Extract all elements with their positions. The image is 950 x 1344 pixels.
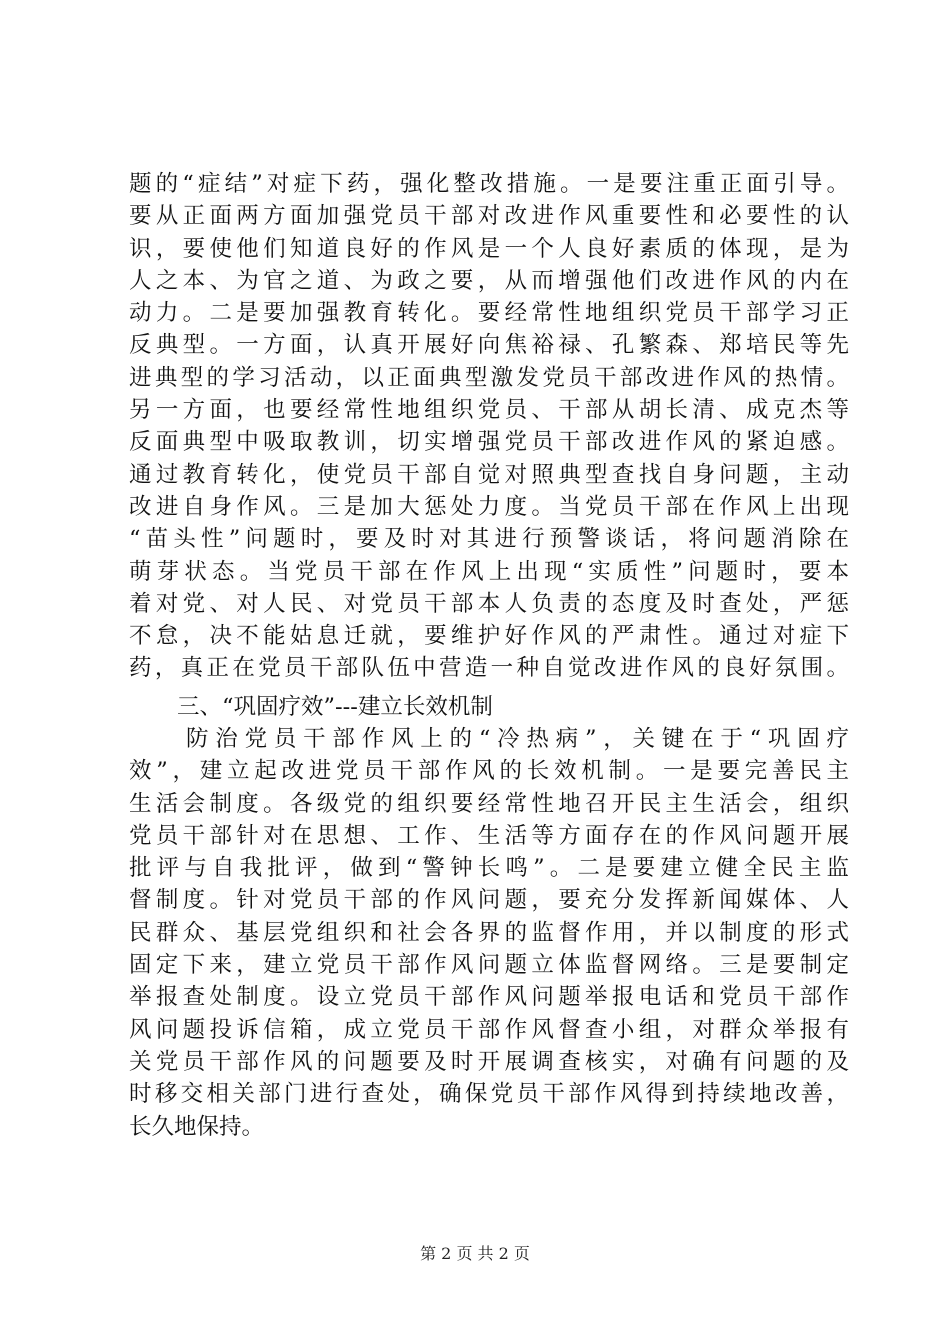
page-number-label: 第 2 页 共 2 页: [420, 1244, 530, 1263]
paragraph-1: [129, 168, 849, 685]
paragraph-line: 民群众、基层党组织和社会各界的监督作用，并以制度的形式: [129, 919, 849, 946]
paragraph-line: 着对党、对人民、对党员干部本人负责的态度及时查处，严惩: [129, 590, 849, 617]
page-footer: [0, 1244, 950, 1264]
paragraph-line: 时移交相关部门进行查处，确保党员干部作风得到持续地改善，: [129, 1081, 849, 1108]
paragraph-line: 另一方面，也要经常性地组织党员、干部从胡长清、成克杰等: [129, 397, 849, 424]
paragraph-line: 要从正面两方面加强党员干部对改进作风重要性和必要性的认: [129, 203, 849, 230]
section-heading: [129, 691, 849, 723]
section-heading-text: 三、“巩固疗效”---建立长效机制: [177, 694, 493, 720]
paragraph-line: 通过教育转化，使党员干部自觉对照典型查找自身问题，主动: [129, 461, 849, 488]
paragraph-line: 长久地保持。: [129, 1113, 265, 1140]
paragraph-line: 举报查处制度。设立党员干部作风问题举报电话和党员干部作: [129, 984, 849, 1011]
paragraph-line: 批评与自我批评，做到“警钟长鸣”。二是要建立健全民主监: [129, 855, 849, 882]
paragraph-line: 识，要使他们知道良好的作风是一个人良好素质的体现，是为: [129, 235, 849, 262]
paragraph-line: 改进自身作风。三是加大惩处力度。当党员干部在作风上出现: [129, 493, 849, 520]
paragraph-line: 进典型的学习活动，以正面典型激发党员干部改进作风的热情。: [129, 364, 849, 391]
paragraph-line: 药，真正在党员干部队伍中营造一种自觉改进作风的良好氛围。: [129, 655, 849, 682]
paragraph-line: 不怠，决不能姑息迁就，要维护好作风的严肃性。通过对症下: [129, 623, 849, 650]
paragraph-line: 反面典型中吸取教训，切实增强党员干部改进作风的紧迫感。: [129, 429, 849, 456]
paragraph-line: 人之本、为官之道、为政之要，从而增强他们改进作风的内在: [129, 267, 849, 294]
paragraph-line: 萌芽状态。当党员干部在作风上出现“实质性”问题时，要本: [129, 558, 849, 585]
paragraph-line: 题的“症结”对症下药，强化整改措施。一是要注重正面引导。: [129, 171, 849, 197]
paragraph-line: “苗头性”问题时，要及时对其进行预警谈话，将问题消除在: [129, 526, 849, 553]
paragraph-line: 生活会制度。各级党的组织要经常性地召开民主生活会，组织: [129, 790, 849, 817]
paragraph-2: [129, 723, 849, 1143]
paragraph-line: 风问题投诉信箱，成立党员干部作风督查小组，对群众举报有: [129, 1016, 849, 1043]
paragraph-line: 党员干部针对在思想、工作、生活等方面存在的作风问题开展: [129, 822, 849, 849]
paragraph-line: 效”，建立起改进党员干部作风的长效机制。一是要完善民主: [129, 758, 849, 785]
paragraph-line: 反典型。一方面，认真开展好向焦裕禄、孔繁森、郑培民等先: [129, 332, 849, 359]
paragraph-line: 防治党员干部作风上的“冷热病”，关键在于“巩固疗: [186, 726, 849, 752]
paragraph-line: 固定下来，建立党员干部作风问题立体监督网络。三是要制定: [129, 952, 849, 979]
paragraph-line: 动力。二是要加强教育转化。要经常性地组织党员干部学习正: [129, 300, 849, 327]
paragraph-line: 关党员干部作风的问题要及时开展调查核实，对确有问题的及: [129, 1048, 849, 1075]
paragraph-line: 督制度。针对党员干部的作风问题，要充分发挥新闻媒体、人: [129, 887, 849, 914]
